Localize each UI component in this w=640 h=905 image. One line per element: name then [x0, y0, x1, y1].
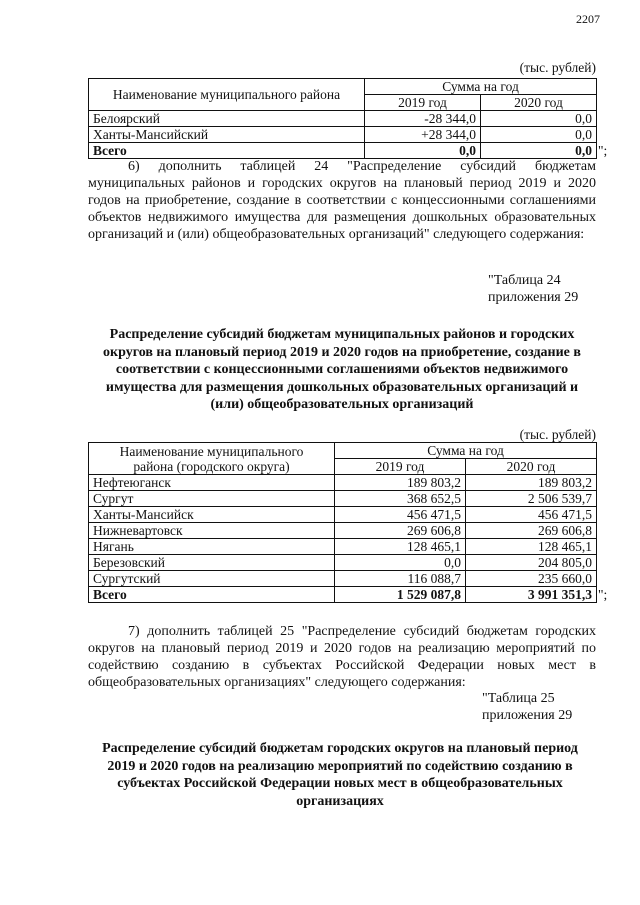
- row-value-2020: 2 506 539,7: [466, 491, 597, 507]
- total-value-2020-cell: [466, 587, 608, 603]
- table1-units: (тыс. рублей): [519, 60, 596, 75]
- table2-header-2019: 2019 год: [335, 459, 466, 475]
- row-value-2020: 128 465,1: [466, 539, 597, 555]
- table-1: [88, 78, 608, 159]
- row-value-2019: 189 803,2: [335, 475, 466, 491]
- table-total-row: [89, 143, 597, 159]
- quote-closer: ";: [598, 143, 608, 158]
- paragraph-7: [88, 623, 596, 691]
- row-name: Ханты-Мансийский: [89, 127, 365, 143]
- total-label: Всего: [89, 587, 335, 603]
- table-24-heading: Распределение субсидий бюджетам муниципальных районов и городских округов на плановый период 2019 и 2020 годов на приобретение, создание в соответствии с концессионными соглашениями объектов недвижимого имущества для размещения дошкольных образовательных организаций и (или) общеобразовательных организаций: [103, 327, 581, 412]
- total-value-2020: 3 991 351,3: [527, 587, 592, 602]
- table-24-reference: [488, 272, 578, 306]
- paragraph-6: [88, 158, 596, 243]
- row-name: Нефтеюганск: [89, 475, 335, 491]
- table-total-row: [89, 587, 597, 603]
- total-value-2020: 0,0: [575, 143, 592, 158]
- paragraph-7-text: 7) дополнить таблицей 25 "Распределение субсидий бюджетам городских округов на плановый период 2019 и 2020 годов на реализацию мероприятий по содействию созданию в субъектах Российской Федерации новых мест в общеобразовательных организациях" следующего содержания:: [88, 624, 596, 690]
- table-25-label: "Таблица 25: [482, 691, 555, 706]
- row-name: Ханты-Мансийск: [89, 507, 335, 523]
- row-value-2020: 0,0: [481, 111, 597, 127]
- table-row: [89, 475, 597, 491]
- table-row: [89, 507, 597, 523]
- paragraph-6-text: 6) дополнить таблицей 24 "Распределение субсидий бюджетам муниципальных районов и городских округов на плановый период 2019 и 2020 годов на приобретение, создание в соответствии с концессионными соглашениями объектов недвижимого имущества для размещения дошкольных образовательных организаций и (или) общеобразовательных организаций" следующего содержания:: [88, 159, 596, 242]
- row-value-2020: 0,0: [481, 127, 597, 143]
- table-row: [89, 111, 597, 127]
- total-value-2019: 1 529 087,8: [335, 587, 466, 603]
- table-24-appendix: приложения 29: [488, 290, 579, 305]
- table2-header-2020: 2020 год: [466, 459, 597, 475]
- row-value-2019: 128 465,1: [335, 539, 466, 555]
- row-value-2020: 269 606,8: [466, 523, 597, 539]
- table-row: [89, 491, 597, 507]
- table-25-appendix: приложения 29: [482, 708, 573, 723]
- row-name: Сургутский: [89, 571, 335, 587]
- table-row: [89, 523, 597, 539]
- table1-header-name: Наименование муниципального района: [89, 79, 365, 111]
- page-number: 2207: [576, 12, 600, 26]
- row-value-2019: -28 344,0: [365, 111, 481, 127]
- total-value-2020-cell: [481, 143, 608, 159]
- row-value-2019: +28 344,0: [365, 127, 481, 143]
- table2-header-name-line2: района (городского округа): [133, 458, 290, 474]
- row-name: Нижневартовск: [89, 523, 335, 539]
- total-value-2019: 0,0: [365, 143, 481, 159]
- table-row: [89, 571, 597, 587]
- row-value-2020: 456 471,5: [466, 507, 597, 523]
- total-label: Всего: [89, 143, 365, 159]
- row-value-2020: 235 660,0: [466, 571, 597, 587]
- row-value-2019: 456 471,5: [335, 507, 466, 523]
- table1-header-2020: 2020 год: [481, 95, 597, 111]
- table-24-label: "Таблица 24: [488, 273, 561, 288]
- table2-units: (тыс. рублей): [519, 427, 596, 442]
- row-value-2019: 116 088,7: [335, 571, 466, 587]
- table-24: [88, 442, 608, 603]
- row-value-2020: 189 803,2: [466, 475, 597, 491]
- row-value-2019: 0,0: [335, 555, 466, 571]
- table1-header-2019: 2019 год: [365, 95, 481, 111]
- row-name: Нягань: [89, 539, 335, 555]
- row-value-2020: 204 805,0: [466, 555, 597, 571]
- table-25-reference: [482, 690, 572, 724]
- row-name: Сургут: [89, 491, 335, 507]
- table2-header-name-line1: Наименование муниципального: [119, 443, 304, 459]
- row-name: Белоярский: [89, 111, 365, 127]
- table-25-heading: Распределение субсидий бюджетам городских округов на плановый период 2019 и 2020 годов на реализацию мероприятий по содействию созданию в субъектах Российской Федерации новых мест в общеобразовательных организациях: [102, 741, 578, 809]
- quote-closer: ";: [598, 587, 608, 602]
- row-name: Березовский: [89, 555, 335, 571]
- table-row: [89, 127, 597, 143]
- table-row: [89, 555, 597, 571]
- table2-header-name: [89, 443, 335, 475]
- table2-header-sum: Сумма на год: [335, 443, 597, 459]
- table1-header-sum: Сумма на год: [365, 79, 597, 95]
- row-value-2019: 368 652,5: [335, 491, 466, 507]
- table-row: [89, 539, 597, 555]
- row-value-2019: 269 606,8: [335, 523, 466, 539]
